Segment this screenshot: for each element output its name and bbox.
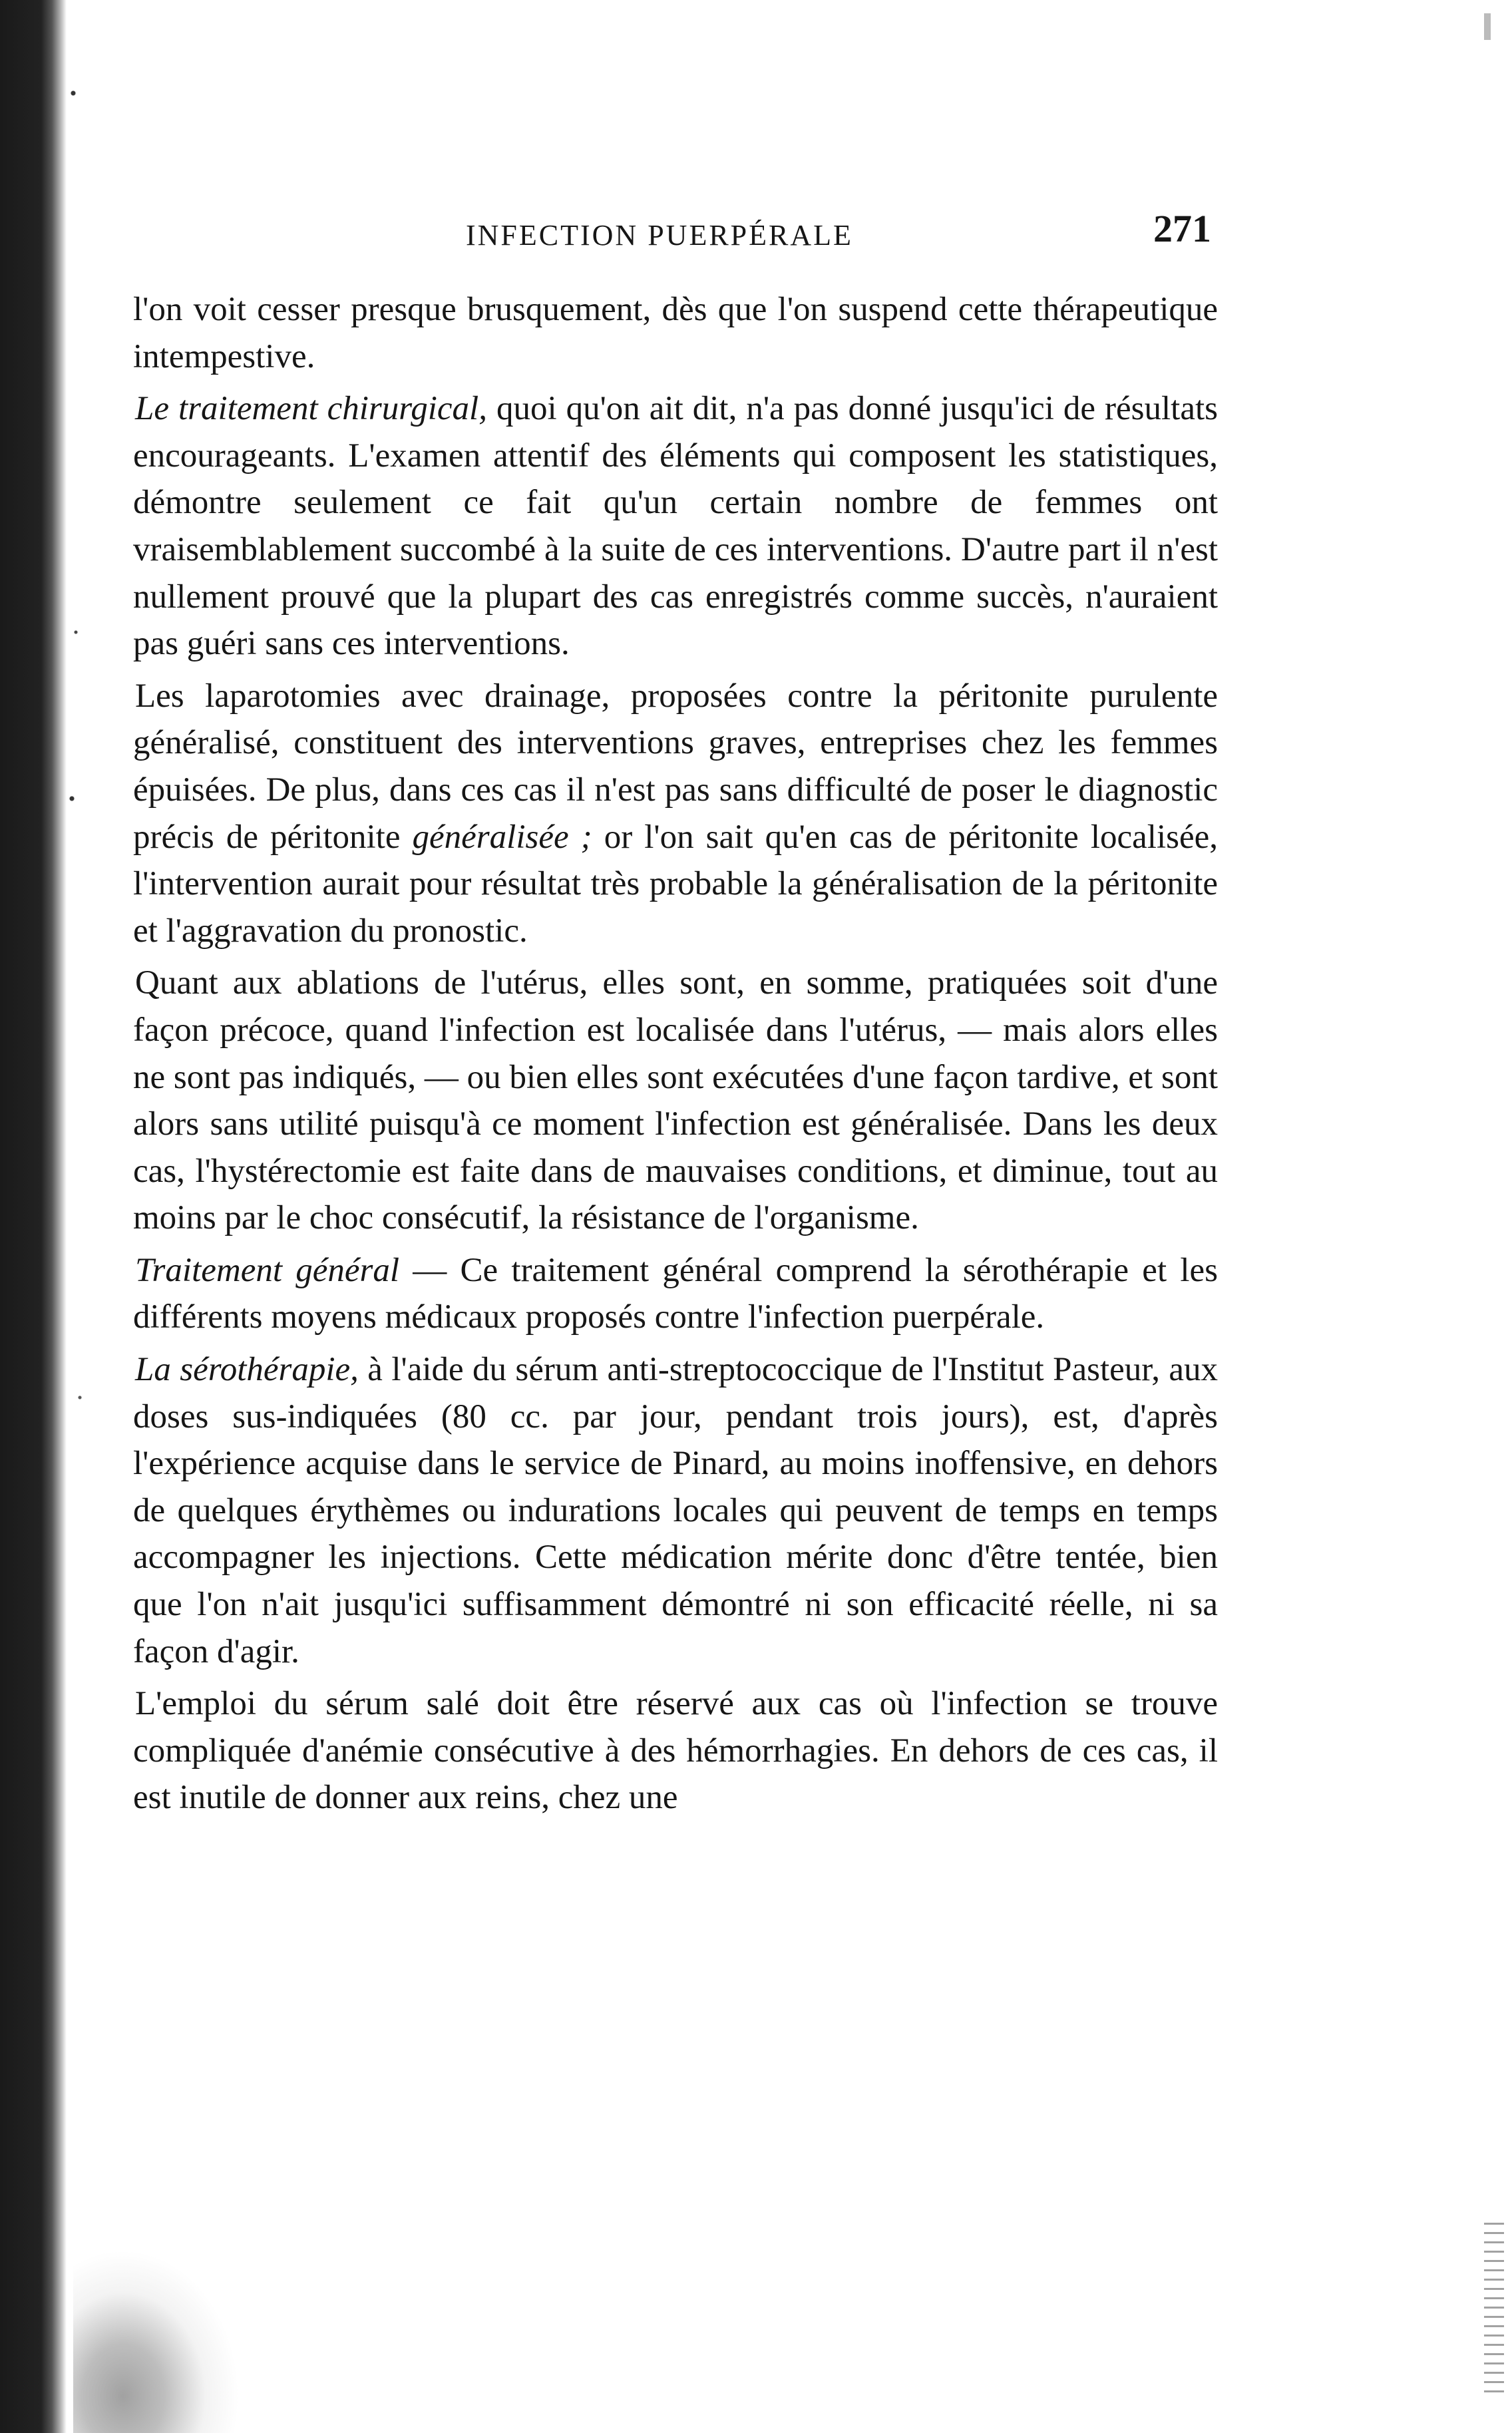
- paragraph-6: [133, 1346, 1218, 1675]
- paragraph-lead-italic: La sérothérapie,: [135, 1351, 359, 1389]
- paragraph-text: l'on voit cesser presque brusquement, dès que l'on suspend cette thérapeutique intempestive.: [133, 291, 1218, 375]
- page-number: 271: [1153, 207, 1211, 250]
- paragraph-tail: or l'on sait qu'en cas de péritonite localisée, l'intervention aurait pour résultat très probable la généralisation de la péritonite et l'aggravation du pronostic.: [133, 818, 1218, 950]
- running-head: [133, 200, 1218, 260]
- scan-smudge: [73, 2249, 240, 2433]
- scan-top-mark: [1484, 13, 1491, 40]
- paragraph-italic-term: généralisée ;: [412, 818, 592, 856]
- paragraph-2: [133, 385, 1218, 667]
- body-text: [133, 286, 1218, 1821]
- paragraph-3: [133, 673, 1218, 955]
- scan-right-speckles: [1484, 2223, 1504, 2396]
- paragraph-text: Quant aux ablations de l'utérus, elles sont, en somme, pratiquées soit d'une façon précoce, quand l'infection est localisée dans l'utérus, — mais alors elles ne sont pas indiqués, — ou bien elles sont exécutées d'une façon tardive, et sont alors sans utilité puisqu'à ce moment l'infection est généralisée. Dans les deux cas, l'hystérectomie est faite dans de mauvaises conditions, et diminue, tout au moins par le choc consécutif, la résistance de l'organisme.: [133, 964, 1218, 1237]
- paragraph-lead-italic: Traitement général: [135, 1251, 400, 1289]
- paragraph-7: [133, 1680, 1218, 1821]
- paragraph-1: [133, 286, 1218, 380]
- paragraph-5: [133, 1247, 1218, 1341]
- running-title: INFECTION PUERPÉRALE: [466, 219, 853, 252]
- scan-specks: [67, 0, 93, 2433]
- paragraph-text: Les laparotomies avec drainage, proposées contre la péritonite purulente généralisé, constituent des interventions graves, entreprises chez les femmes épuisées. De plus, dans ces cas il n'est pas sans difficulté de poser le diagnostic précis de péritonite: [133, 677, 1218, 856]
- paragraph-text: quoi qu'on ait dit, n'a pas donné jusqu'ici de résultats encourageants. L'examen attentif des éléments qui composent les statistiques, démontre seulement ce fait qu'un certain nombre de femmes ont vraisemblablement succombé à la suite de ces interventions. D'autre part il n'est nullement prouvé que la plupart des cas enregistrés comme succès, n'auraient pas guéri sans ces interventions.: [133, 390, 1218, 663]
- paragraph-text: L'emploi du sérum salé doit être réservé aux cas où l'infection se trouve compliquée d'anémie consécutive à des hémorrhagies. En dehors de ces cas, il est inutile de donner aux reins, chez une: [133, 1685, 1218, 1817]
- book-page: [133, 200, 1218, 1827]
- paragraph-4: [133, 960, 1218, 1242]
- paragraph-text: à l'aide du sérum anti-streptococcique de l'Institut Pasteur, aux doses sus-indiquées (80 cc. par jour, pendant trois jours), est, d'après l'expérience acquise dans le service de Pinard, au moins inoffensive, en dehors de quelques érythèmes ou indurations locales qui peuvent de temps en temps accompagner les injections. Cette médication mérite donc d'être tentée, bien que l'on n'ait jusqu'ici suffisamment démontré ni son efficacité réelle, ni sa façon d'agir.: [133, 1351, 1218, 1670]
- paragraph-text: — Ce traitement général comprend la sérothérapie et les différents moyens médicaux proposés contre l'infection puerpérale.: [133, 1251, 1218, 1336]
- scan-binding-edge: [0, 0, 67, 2433]
- paragraph-lead-italic: Le traitement chirurgical,: [135, 390, 487, 428]
